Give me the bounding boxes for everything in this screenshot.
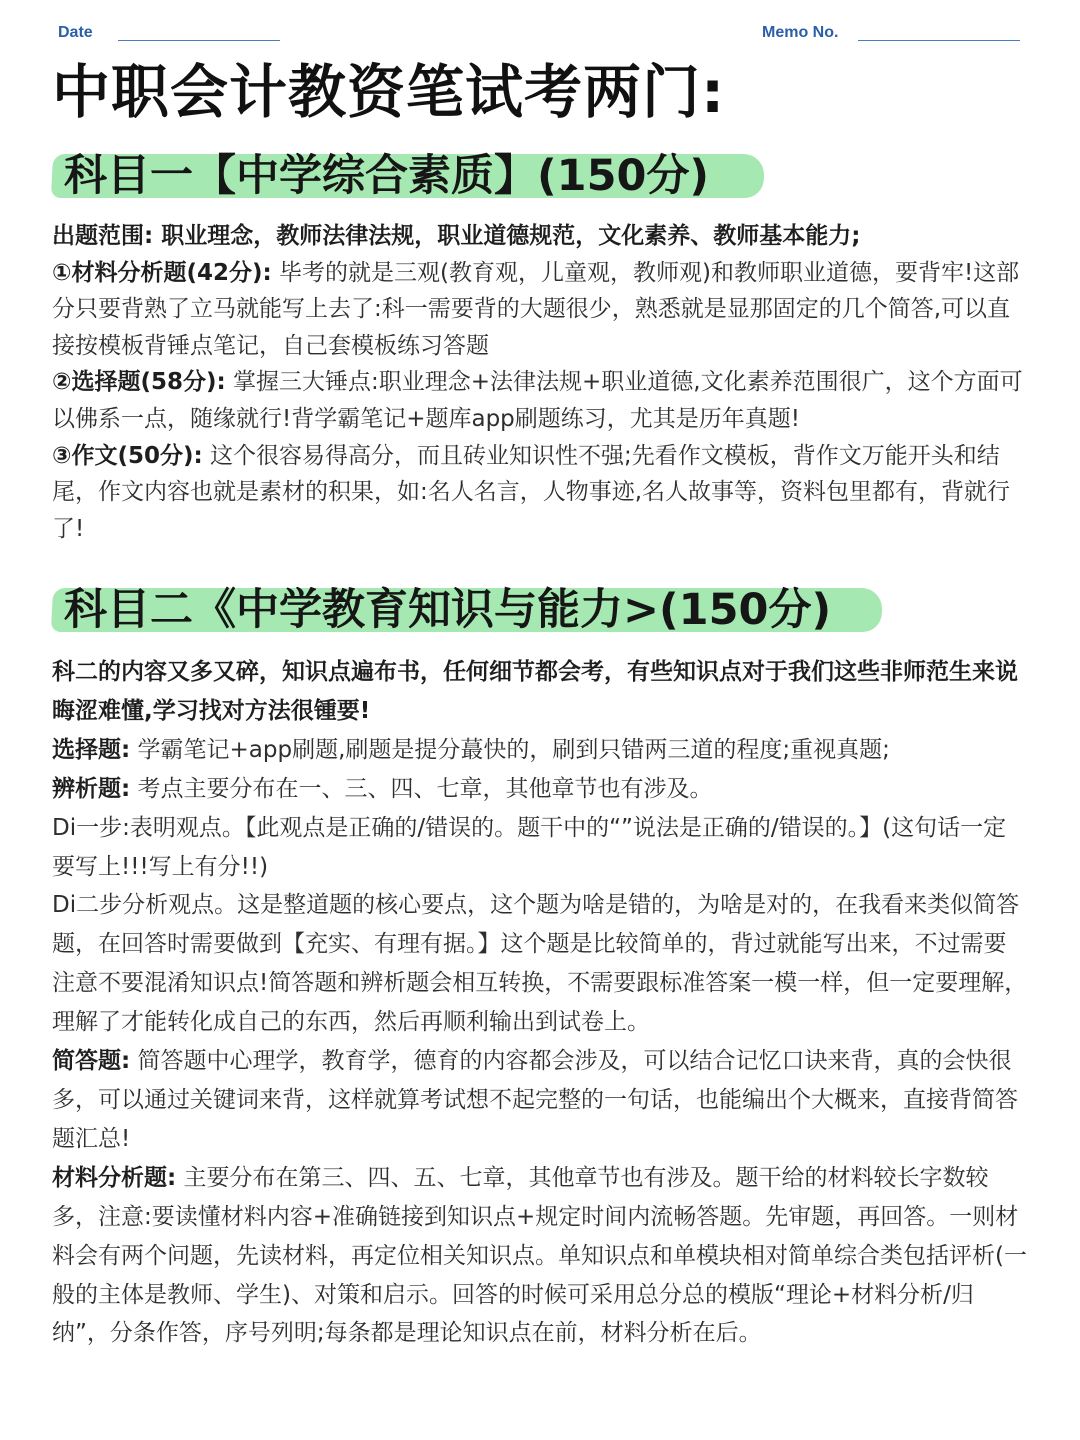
item-text: 考点主要分布在一、三、四、七章，其他章节也有涉及。 <box>130 775 713 802</box>
item-text: 主要分布在第三、四、五、七章，其他章节也有涉及。题干给的材料较长字数较多，注意:要读懂材料内容+准确链接到知识点+规定时间内流畅答题。先审题，再回答。一则材料会有两个问题，先读材料，再定位相关知识点。单知识点和单模块相对简单综合类包括评析(一般的主体是教师、学生)、对策和启示。回答的时候可采用总分总的模版“理论+材料分析/归纳”，分条作答，序号列明;每条都是理论知识点在前，材料分析在后。 <box>52 1164 1027 1347</box>
section2-analysis <box>52 770 1028 809</box>
section2-heading-text: 科目二《中学教育知识与能力>(150分) <box>64 585 832 635</box>
section1-heading <box>52 146 709 206</box>
date-field <box>58 24 93 42</box>
item-text: 掌握三大锤点:职业理念+法律法规+职业道德,文化素养范围很广，这个方面可以佛系一点，随缘就行!背学霸笔记+题库app刷题练习，尤其是历年真题! <box>52 369 1023 432</box>
section2-body <box>52 653 1028 1353</box>
section2-short-answer <box>52 1042 1028 1159</box>
item-text: 学霸笔记+app刷题,刷题是提分蕞快的，刷到只错两三道的程度;重视真题; <box>130 736 890 763</box>
item-label: ②选择题(58分): <box>52 369 226 396</box>
section1-scope: 出题范围: 职业理念，教师法律法规，职业道德规范，文化素养、教师基本能力; <box>52 223 861 249</box>
item-text: 这个很容易得高分，而且砖业知识性不强;先看作文模板，背作文万能开头和结尾，作文内容也就是素材的积果，如:名人名言，人物事迹,名人故事等，资料包里都有，背就行了! <box>52 442 1011 542</box>
section1-item-choice <box>52 364 1028 437</box>
item-label: 简答题: <box>52 1048 131 1075</box>
item-label: ①材料分析题(42分): <box>52 259 272 286</box>
section1-item-material <box>52 255 1028 365</box>
item-label: 材料分析题: <box>52 1164 177 1191</box>
memo-underline <box>858 40 1020 41</box>
memo-field <box>762 24 838 42</box>
date-underline <box>118 40 280 41</box>
item-label: 选择题: <box>52 736 131 763</box>
section2-heading <box>52 580 831 640</box>
item-label: 辨析题: <box>52 775 131 802</box>
section2-choice <box>52 731 1028 770</box>
memo-label: Memo No. <box>762 24 839 41</box>
section1-heading-text: 科目一【中学综合素质】(150分) <box>64 151 710 201</box>
item-label: ③作文(50分): <box>52 442 203 469</box>
item-text: 简答题中心理学，教育学，德育的内容都会涉及，可以结合记忆口诀来背，真的会快很多，可以通过关键词来背，这样就算考试想不起完整的一句话，也能编出个大概来，直接背简答题汇总! <box>52 1048 1018 1152</box>
item-text: 毕考的就是三观(教育观，儿童观，教师观)和教师职业道德，要背牢!这部分只要背熟了立马就能写上去了:科一需要背的大题很少，熟悉就是显那固定的几个简答,可以直接按模板背锤点笔记，自己套模板练习答题 <box>52 259 1020 359</box>
section2-material <box>52 1159 1028 1354</box>
section1-item-essay <box>52 438 1028 548</box>
section2-step1: Di一步:表明观点。【此观点是正确的/错误的。题干中的“”说法是正确的/错误的。】(这句话一定要写上!!!写上有分!!) <box>52 814 1007 880</box>
section2-intro: 科二的内容又多又碎，知识点遍布书，任何细节都会考，有些知识点对于我们这些非师范生来说晦涩难懂,学习找对方法很锺要! <box>52 659 1018 724</box>
page-title: 中职会计教资笔试考两门: <box>52 58 726 126</box>
section2-step2: Di二步分析观点。这是整道题的核心要点，这个题为啥是错的，为啥是对的，在我看来类似简答题，在回答时需要做到【充实、有理有据。】这个题是比较简单的，背过就能写出来，不过需要注意不要混淆知识点!简答题和辨析题会相互转换，不需要跟标准答案一模一样，但一定要理解，理解了才能转化成自己的东西，然后再顺利输出到试卷上。 <box>52 892 1028 1036</box>
section1-body <box>52 218 1028 547</box>
date-label: Date <box>58 24 93 41</box>
